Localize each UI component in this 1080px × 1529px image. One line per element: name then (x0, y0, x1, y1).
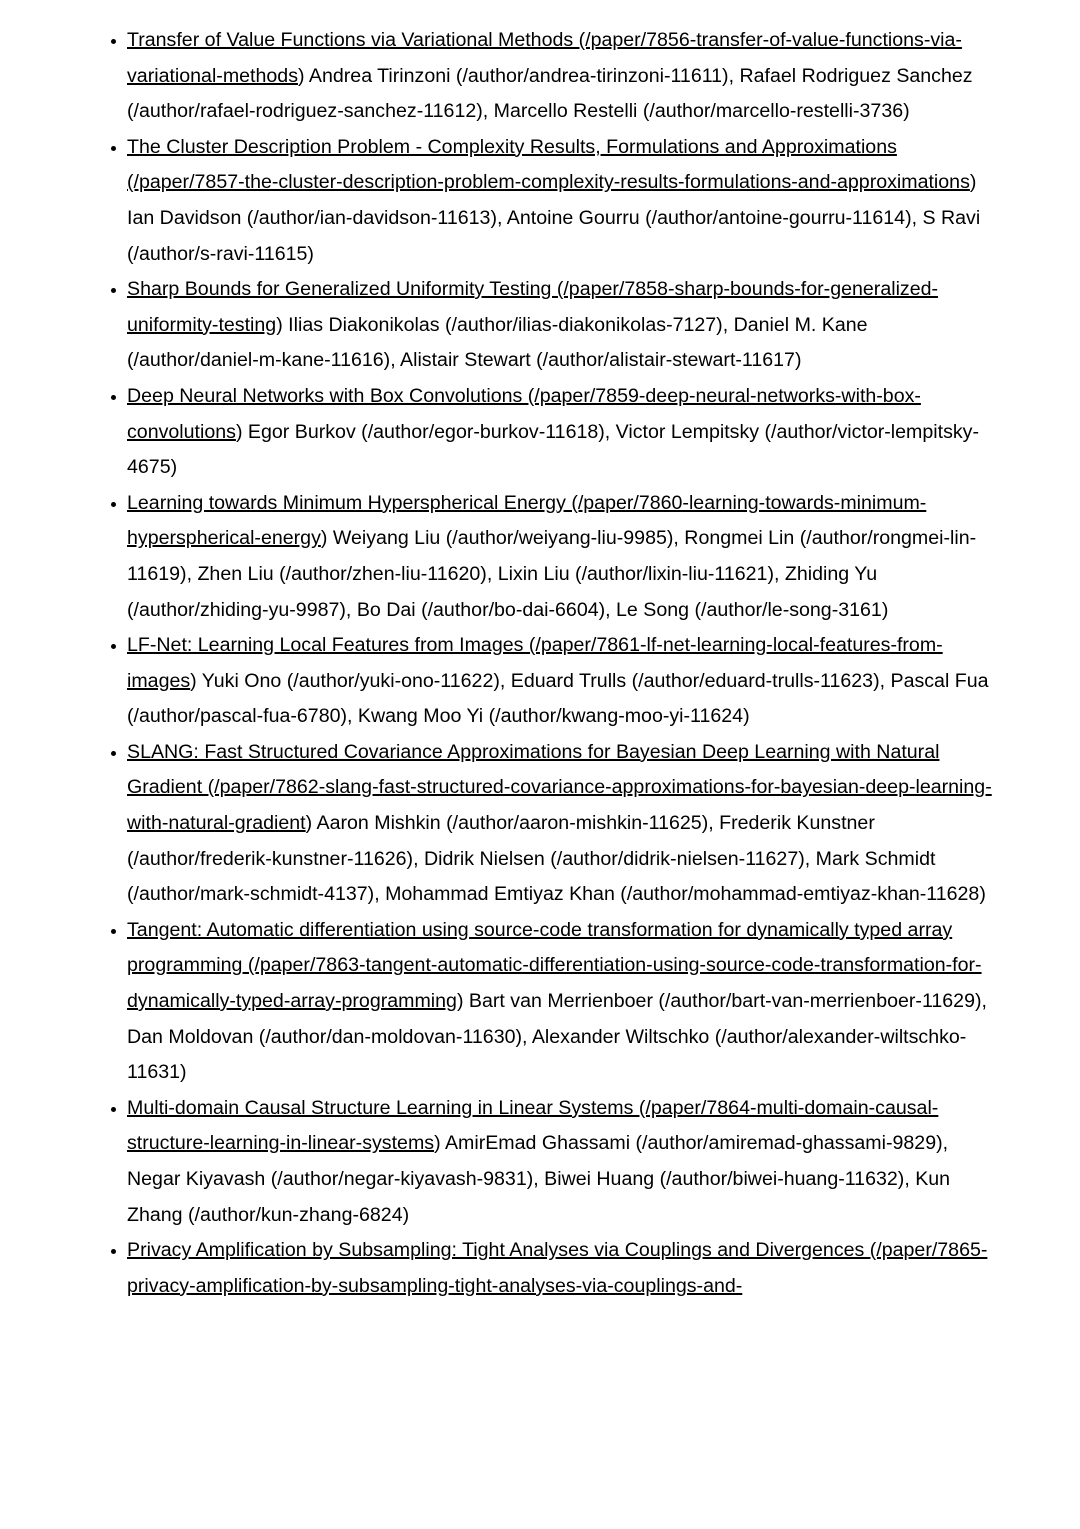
author-link[interactable]: Didrik Nielsen (/author/didrik-nielsen-11627) (423, 847, 805, 870)
author-link[interactable]: Bart van Merrienboer (/author/bart-van-merrienboer-11629) (468, 990, 982, 1013)
paper-title-link[interactable]: Learning towards Minimum Hyperspherical Energy (/paper/7860-learning-towards-minimum-hyperspherical-energy (127, 491, 927, 550)
paper-title-link[interactable]: Tangent: Automatic differentiation using source-code transformation for dynamically typed array programming (/paper/7863-tangent-automatic-differentiation-using-source-code-transformation-for-dynamically-typed-array-programming (127, 918, 982, 1013)
author-link[interactable]: Yuki Ono (/author/yuki-ono-11622) (201, 669, 500, 692)
author-link[interactable]: Alexander Wiltschko (/author/alexander-wiltschko-11631) (127, 1025, 967, 1084)
author-link[interactable]: Frederik Kunstner (/author/frederik-kunstner-11626) (127, 812, 875, 870)
author-link[interactable]: Mohammad Emtiyaz Khan (/author/mohammad-emtiyaz-khan-11628) (385, 883, 986, 906)
author-link[interactable]: Antoine Gourru (/author/antoine-gourru-11614) (506, 206, 912, 229)
paper-title-link[interactable]: The Cluster Description Problem - Complexity Results, Formulations and Approximations (/paper/7857-the-cluster-description-problem-complexity-results-formulations-and-approximations (127, 135, 970, 194)
author-link[interactable]: Zhiding Yu (/author/zhiding-yu-9987) (127, 562, 878, 621)
author-link[interactable]: Zhen Liu (/author/zhen-liu-11620) (197, 562, 487, 585)
paper-link-close-paren: ) (276, 313, 283, 336)
paper-link-close-paren: ) (434, 1132, 441, 1155)
paper-list-item: • Tangent: Automatic differentiation using source-code transformation for dynamically typed array programming (/paper/7863-tangent-automatic-differentiation-using-source-code-transformation-for-dynamically-typed-array-programming) Bart van Merrienboer (/author/bart-van-merrienboer-11629), Dan Moldovan (/author/dan-moldovan-11630), Alexander Wiltschko (/author/alexander-wiltschko-11631) (127, 913, 1002, 1091)
paper-title-link[interactable]: Privacy Amplification by Subsampling: Tight Analyses via Couplings and Divergences (/paper/7865-privacy-amplification-by-subsampling-tight-analyses-via-couplings-and- (127, 1239, 988, 1297)
author-link[interactable]: AmirEmad Ghassami (/author/amiremad-ghassami-9829) (444, 1132, 943, 1155)
paper-list-item: • Multi-domain Causal Structure Learning in Linear Systems (/paper/7864-multi-domain-causal-structure-learning-in-linear-systems) AmirEmad Ghassami (/author/amiremad-ghassami-9829), Negar Kiyavash (/author/negar-kiyavash-9831), Biwei Huang (/author/biwei-huang-11632), Kun Zhang (/author/kun-zhang-6824) (127, 1091, 1002, 1233)
paper-list-item: • The Cluster Description Problem - Complexity Results, Formulations and Approximations (/paper/7857-the-cluster-description-problem-complexity-results-formulations-and-approximations) Ian Davidson (/author/ian-davidson-11613), Antoine Gourru (/author/antoine-gourru-11614), S Ravi (/author/s-ravi-11615) (127, 130, 1002, 272)
paper-list-item: • Transfer of Value Functions via Variational Methods (/paper/7856-transfer-of-value-functions-via-variational-methods) Andrea Tirinzoni (/author/andrea-tirinzoni-11611), Rafael Rodriguez Sanchez (/author/rafael-rodriguez-sanchez-11612), Marcello Restelli (/author/marcello-restelli-3736) (127, 23, 1002, 130)
paper-list-item: • Sharp Bounds for Generalized Uniformity Testing (/paper/7858-sharp-bounds-for-generalized-uniformity-testing) Ilias Diakonikolas (/author/ilias-diakonikolas-7127), Daniel M. Kane (/author/daniel-m-kane-11616), Alistair Stewart (/author/alistair-stewart-11617) (127, 272, 1002, 379)
author-link[interactable]: Alistair Stewart (/author/alistair-stewart-11617) (400, 349, 802, 372)
author-link[interactable]: Aaron Mishkin (/author/aaron-mishkin-11625) (316, 812, 709, 835)
paper-title-link[interactable]: SLANG: Fast Structured Covariance Approximations for Bayesian Deep Learning with Natural Gradient (/paper/7862-slang-fast-structured-covariance-approximations-for-bayesian-deep-learning-with-natural-gradient (127, 740, 992, 835)
paper-title-link[interactable]: LF-Net: Learning Local Features from Images (/paper/7861-lf-net-learning-local-features-from-images (127, 634, 943, 692)
author-link[interactable]: Daniel M. Kane (/author/daniel-m-kane-11616) (127, 313, 868, 372)
paper-title-link[interactable]: Sharp Bounds for Generalized Uniformity Testing (/paper/7858-sharp-bounds-for-generalized-uniformity-testing (127, 278, 939, 336)
author-link[interactable]: Negar Kiyavash (/author/negar-kiyavash-9831) (127, 1168, 534, 1190)
paper-link-close-paren: ) (305, 812, 313, 835)
paper-list-item (127, 1233, 1002, 1304)
author-link[interactable]: Bo Dai (/author/bo-dai-6604) (356, 598, 606, 621)
paper-title-link[interactable]: Multi-domain Causal Structure Learning in Linear Systems (/paper/7864-multi-domain-causal-structure-learning-in-linear-systems (127, 1096, 939, 1155)
author-link[interactable]: Biwei Huang (/author/biwei-huang-11632) (544, 1168, 905, 1190)
author-link[interactable]: Victor Lempitsky (/author/victor-lempitsky-4675) (127, 420, 979, 479)
author-link[interactable]: Kun Zhang (/author/kun-zhang-6824) (127, 1168, 951, 1226)
paper-link-close-paren: ) (969, 171, 977, 194)
paper-list-item: • Deep Neural Networks with Box Convolutions (/paper/7859-deep-neural-networks-with-box-convolutions) Egor Burkov (/author/egor-burkov-11618), Victor Lempitsky (/author/victor-lempitsky-4675) (127, 379, 1002, 486)
author-link[interactable]: Ilias Diakonikolas (/author/ilias-diakonikolas-7127) (288, 313, 723, 336)
author-link[interactable]: Ian Davidson (/author/ian-davidson-11613) (127, 206, 497, 229)
paper-link-close-paren: ) (456, 990, 464, 1013)
author-link[interactable]: Kwang Moo Yi (/author/kwang-moo-yi-11624) (357, 705, 750, 728)
paper-list-item: • Learning towards Minimum Hyperspherical Energy (/paper/7860-learning-towards-minimum-hyperspherical-energy) Weiyang Liu (/author/weiyang-liu-9985), Rongmei Lin (/author/rongmei-lin-11619), Zhen Liu (/author/zhen-liu-11620), Lixin Liu (/author/lixin-liu-11621), Zhiding Yu (/author/zhiding-yu-9987), Bo Dai (/author/bo-dai-6604), Le Song (/author/le-song-3161) (127, 486, 1002, 628)
author-link[interactable]: Mark Schmidt (/author/mark-schmidt-4137) (127, 847, 936, 906)
paper-title-link[interactable]: Deep Neural Networks with Box Convolutions (/paper/7859-deep-neural-networks-with-box-convolutions (127, 384, 921, 443)
paper-list-item: • LF-Net: Learning Local Features from Images (/paper/7861-lf-net-learning-local-features-from-images) Yuki Ono (/author/yuki-ono-11622), Eduard Trulls (/author/eduard-trulls-11623), Pascal Fua (/author/pascal-fua-6780), Kwang Moo Yi (/author/kwang-moo-yi-11624) (127, 628, 1002, 735)
author-link[interactable]: Andrea Tirinzoni (/author/andrea-tirinzoni-11611) (308, 64, 729, 87)
paper-list-item: • SLANG: Fast Structured Covariance Approximations for Bayesian Deep Learning with Natural Gradient (/paper/7862-slang-fast-structured-covariance-approximations-for-bayesian-deep-learning-with-natural-gradient) Aaron Mishkin (/author/aaron-mishkin-11625), Frederik Kunstner (/author/frederik-kunstner-11626), Didrik Nielsen (/author/didrik-nielsen-11627), Mark Schmidt (/author/mark-schmidt-4137), Mohammad Emtiyaz Khan (/author/mohammad-emtiyaz-khan-11628) (127, 735, 1002, 913)
paper-link-close-paren: ) (298, 64, 305, 87)
author-link[interactable]: Le Song (/author/le-song-3161) (616, 598, 889, 621)
author-link[interactable]: S Ravi (/author/s-ravi-11615) (127, 206, 981, 265)
author-link[interactable]: Weiyang Liu (/author/weiyang-liu-9985) (332, 527, 674, 550)
author-link[interactable]: Egor Burkov (/author/egor-burkov-11618) (247, 420, 605, 443)
paper-link-close-paren: ) (235, 420, 243, 443)
paper-title-link[interactable]: Transfer of Value Functions via Variational Methods (/paper/7856-transfer-of-value-functions-via-variational-methods (127, 29, 962, 87)
author-link[interactable]: Rongmei Lin (/author/rongmei-lin-11619) (127, 527, 977, 585)
paper-link-close-paren: ) (320, 527, 328, 550)
author-link[interactable]: Marcello Restelli (/author/marcello-restelli-3736) (493, 100, 910, 123)
author-link[interactable]: Rafael Rodriguez Sanchez (/author/rafael-rodriguez-sanchez-11612) (127, 64, 973, 123)
paper-link-close-paren: ) (190, 669, 197, 692)
author-link[interactable]: Pascal Fua (/author/pascal-fua-6780) (127, 669, 989, 728)
author-link[interactable]: Lixin Liu (/author/lixin-liu-11621) (497, 562, 774, 585)
author-link[interactable]: Dan Moldovan (/author/dan-moldovan-11630) (127, 1025, 523, 1048)
author-link[interactable]: Eduard Trulls (/author/eduard-trulls-11623) (510, 669, 880, 692)
